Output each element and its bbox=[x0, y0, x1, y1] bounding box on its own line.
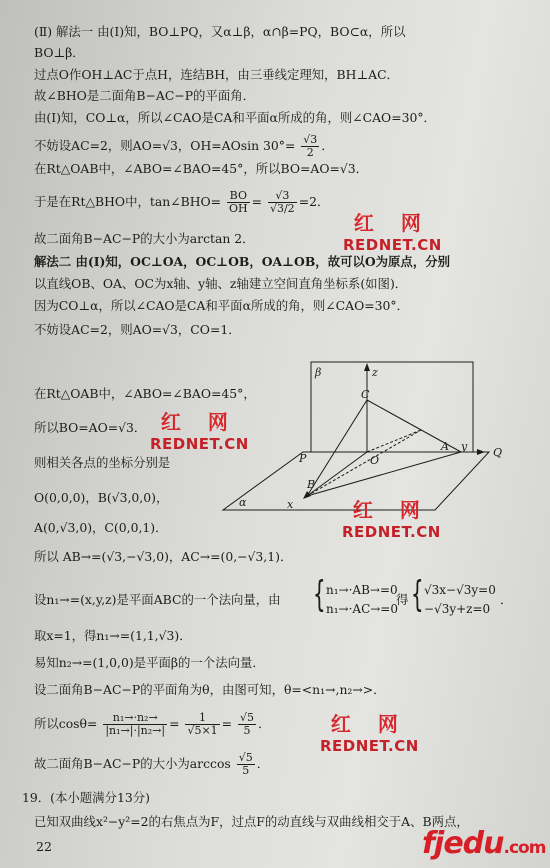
solution-line: 所以 AB→=(√3,−√3,0)，AC→=(0,−√3,1)． bbox=[34, 549, 293, 564]
label-o: O bbox=[370, 454, 380, 467]
solution-line: 设二面角B−AC−P的平面角为θ，由图可知，θ=<n₁→,n₂→>． bbox=[34, 682, 386, 697]
z-arrow-icon bbox=[364, 363, 370, 371]
solution-line: 因为CO⊥α，所以∠CAO是CA和平面α所成的角，则∠CAO=30°． bbox=[34, 298, 409, 313]
fraction: $\frac{\text{n₁→·n₂→}}{\text{|n₁→|·|n₂→|}}$ bbox=[105, 711, 166, 737]
solution-line: 所以BO=AO=√3． bbox=[34, 420, 147, 435]
solution-line: 则相关各点的坐标分别是 bbox=[34, 455, 171, 470]
watermark: 红 网 REDNET.CN bbox=[320, 712, 419, 755]
system-end: ． bbox=[500, 592, 513, 607]
line-text: 不妨设AC=2，则AO=√3，OH=AOsin 30°= bbox=[34, 138, 296, 153]
fraction: $\frac{√5}{5}$ bbox=[238, 751, 253, 777]
solution-line: 不妨设AC=2，则AO=√3，CO=1． bbox=[34, 322, 241, 337]
label-x: x bbox=[287, 498, 294, 511]
label-a: A bbox=[441, 440, 449, 453]
solution-line: (Ⅱ) 解法一 由(Ⅰ)知，BO⊥PQ，又α⊥β，α∩β=PQ，BO⊂α，所以 bbox=[34, 24, 406, 39]
watermark: 红 网 REDNET.CN bbox=[343, 211, 442, 254]
solution-line-with-fraction: 于是在Rt△BHO中，tan∠BHO= $\frac{BO}{OH}$ = $\frac{√3}{√3/2}$ =2． bbox=[34, 189, 330, 215]
fraction: $\frac{BO}{OH}$ bbox=[229, 189, 248, 215]
system-right: √3x−√3y=0 −√3y+z=0 bbox=[424, 583, 496, 616]
label-c: C bbox=[361, 388, 370, 401]
line-text: 于是在Rt△BHO中，tan∠BHO= bbox=[34, 194, 222, 209]
solution-line-with-fraction: 故二面角B−AC−P的大小为arccos $\frac{√5}{5}$ ． bbox=[34, 751, 270, 777]
solution-line: 故二面角B−AC−P的大小为arctan 2． bbox=[34, 231, 255, 246]
solution-line: A(0,√3,0)，C(0,0,1)． bbox=[34, 520, 168, 535]
label-q: Q bbox=[493, 446, 503, 459]
fraction: $\frac{√3}{2}$ bbox=[303, 133, 318, 159]
label-y: y bbox=[461, 440, 468, 453]
label-z: z bbox=[372, 366, 378, 379]
solution-line: 过点O作OH⊥AC于点H，连结BH，由三垂线定理知，BH⊥AC． bbox=[34, 67, 399, 82]
solution-line: 在Rt△OAB中，∠ABO=∠BAO=45°，所以BO=AO=√3． bbox=[34, 161, 369, 176]
system-left: n₁→·AB→=0 n₁→·AC→=0 bbox=[326, 583, 398, 616]
solution-line: 设n₁→=(x,y,z)是平面ABC的一个法向量，由 bbox=[34, 592, 281, 607]
y-arrow-icon bbox=[477, 449, 485, 455]
left-brace: { bbox=[313, 574, 326, 615]
problem-heading: 19．(本小题满分13分) bbox=[22, 790, 150, 805]
label-alpha: α bbox=[239, 496, 247, 509]
segment-bh bbox=[307, 430, 421, 496]
fraction: $\frac{√3}{√3/2}$ bbox=[269, 189, 295, 215]
watermark: 红 网 REDNET.CN bbox=[342, 498, 441, 541]
solution-line: O(0,0,0)，B(√3,0,0)， bbox=[34, 490, 169, 505]
solution-line: 在Rt△OAB中，∠ABO=∠BAO=45°， bbox=[34, 386, 256, 401]
segment-oh bbox=[367, 430, 421, 452]
solution-line: 故∠BHO是二面角B−AC−P的平面角． bbox=[34, 88, 255, 103]
solution-line: 由(Ⅰ)知，CO⊥α，所以∠CAO是CA和平面α所成的角，则∠CAO=30°． bbox=[34, 110, 436, 125]
fraction: $\frac{1}{√5\times 1}$ bbox=[187, 711, 218, 737]
problem-statement: 已知双曲线x²−y²=2的右焦点为F，过点F的动直线与双曲线相交于A、B两点， bbox=[34, 814, 469, 829]
line-text: 所以cosθ= bbox=[34, 716, 98, 731]
solution-line: 解法二 由(Ⅰ)知，OC⊥OA，OC⊥OB，OA⊥OB，故可以O为原点，分别 bbox=[34, 254, 450, 269]
page-number: 22 bbox=[36, 839, 52, 854]
solution-line: BO⊥β． bbox=[34, 45, 85, 60]
watermark: 红 网 REDNET.CN bbox=[150, 410, 249, 453]
fraction: $\frac{√5}{5}$ bbox=[240, 711, 255, 737]
left-brace: { bbox=[411, 574, 424, 615]
solution-line: 易知n₂→=(1,0,0)是平面β的一个法向量． bbox=[34, 655, 265, 670]
site-logo: fjedu.com bbox=[422, 826, 546, 861]
line-text: 故二面角B−AC−P的大小为arccos bbox=[34, 756, 231, 771]
system-word: 得 bbox=[396, 592, 409, 607]
x-axis bbox=[307, 452, 367, 496]
plane-beta bbox=[311, 362, 473, 452]
label-b: B bbox=[307, 478, 316, 491]
label-p: P bbox=[299, 452, 307, 465]
solution-line-with-fraction: 不妨设AC=2，则AO=√3，OH=AOsin 30°= $\frac{√3}{2}$ ． bbox=[34, 133, 334, 159]
solution-line-with-fraction: 所以cosθ= $\frac{\text{n₁→·n₂→}}{\text{|n₁→|·|n₂→|}}$ = $\frac{1}{√5\times 1}$ = $\frac{√5}{5}$ ． bbox=[34, 711, 271, 737]
label-beta: β bbox=[315, 366, 322, 379]
solution-line: 取x=1，得n₁→=(1,1,√3)． bbox=[34, 628, 192, 643]
solution-line: 以直线OB、OA、OC为x轴、y轴、z轴建立空间直角坐标系(如图)． bbox=[34, 276, 408, 291]
